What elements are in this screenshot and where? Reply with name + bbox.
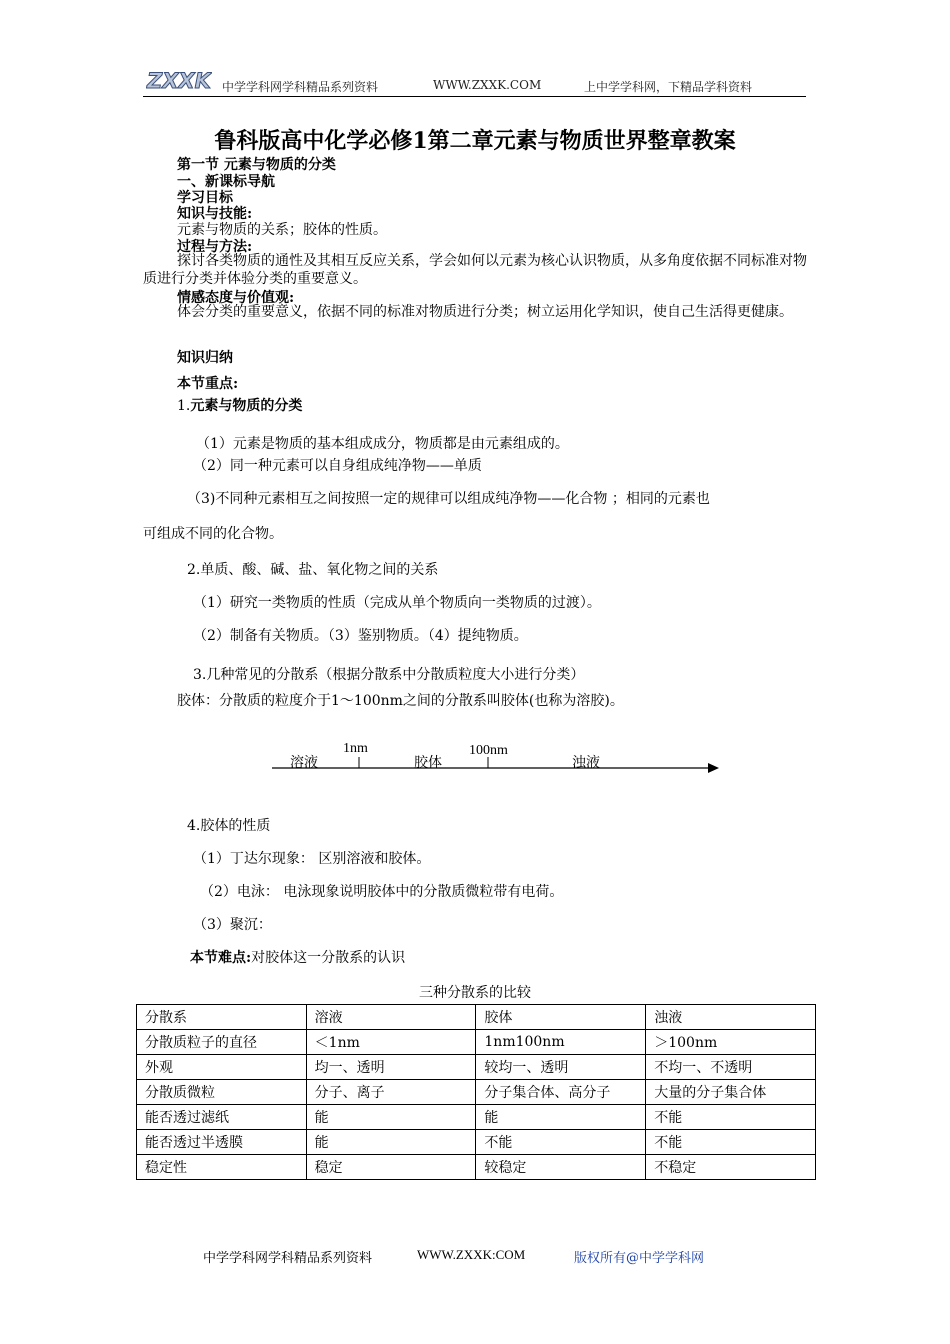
header-site-label: 中学学科网学科精品系列资料 — [222, 80, 379, 94]
section-heading: 第一节 元素与物质的分类 — [177, 157, 336, 173]
table-cell: 不能 — [646, 1105, 816, 1130]
point4-item-a: （1）丁达尔现象： 区别溶液和胶体。 — [193, 851, 431, 867]
table-caption: 三种分散系的比较 — [419, 985, 531, 1001]
difficulty-line — [190, 947, 405, 967]
goals-heading: 学习目标 — [177, 190, 233, 206]
table-cell: 不稳定 — [646, 1155, 816, 1180]
table-row — [137, 1130, 816, 1155]
axis-arrow-icon — [708, 763, 719, 773]
axis-label-suspension: 浊液 — [572, 755, 600, 771]
table-cell: 分散系 — [137, 1005, 307, 1030]
table-cell: 分子集合体、高分子 — [476, 1080, 646, 1105]
emotion-text: 体会分类的重要意义，依据不同的标准对物质进行分类；树立运用化学知识，使自己生活得更健康。 — [177, 304, 793, 320]
table-cell: 分散质粒子的直径 — [137, 1030, 307, 1055]
table-cell: 分子、离子 — [306, 1080, 476, 1105]
point1-title: 元素与物质的分类 — [190, 398, 303, 414]
header-url[interactable]: WWW.ZXXK.COM — [433, 78, 542, 92]
table-cell: 较均一、透明 — [476, 1055, 646, 1080]
table-cell: 浊液 — [646, 1005, 816, 1030]
footer-url[interactable]: WWW.ZXXK:COM — [417, 1247, 526, 1262]
point1-item-b: （2）同一种元素可以自身组成纯净物——单质 — [193, 458, 482, 474]
logo-text: ZXXK — [147, 69, 211, 92]
axis-label-colloid: 胶体 — [414, 755, 442, 771]
point2-item-a: （1）研究一类物质的性质（完成从单个物质向一类物质的过渡）。 — [193, 595, 601, 611]
table-cell: 不均一、不透明 — [646, 1055, 816, 1080]
table-cell: ＜1nm — [306, 1030, 476, 1055]
table-row — [137, 1080, 816, 1105]
footer-copyright[interactable]: 版权所有@中学学科网 — [574, 1251, 705, 1266]
point4-item-c: （3）聚沉： — [193, 917, 272, 933]
knowledge-text: 元素与物质的关系；胶体的性质。 — [177, 222, 387, 238]
difficulty-text: 对胶体这一分散系的认识 — [251, 950, 406, 966]
table-cell: 能否透过半透膜 — [137, 1130, 307, 1155]
point4-heading: 4.胶体的性质 — [187, 818, 271, 834]
table-cell: 稳定性 — [137, 1155, 307, 1180]
point1-item-c-line2: 可组成不同的化合物。 — [143, 526, 283, 542]
summary-heading: 知识归纳 — [177, 350, 233, 366]
emotion-heading: 情感态度与价值观: — [177, 290, 295, 306]
point2-heading: 2.单质、酸、碱、盐、氧化物之间的关系 — [187, 562, 439, 578]
point1-item-c-line1: （3)不同种元素相互之间按照一定的规律可以组成纯净物——化合物 ；相同的元素也 — [187, 491, 710, 507]
zxxk-logo — [146, 68, 212, 92]
point1-number: 1. — [177, 398, 191, 414]
point1-heading — [177, 395, 302, 415]
table-cell: 胶体 — [476, 1005, 646, 1030]
table-cell: 溶液 — [306, 1005, 476, 1030]
table-cell: 能否透过滤纸 — [137, 1105, 307, 1130]
table-row — [137, 1105, 816, 1130]
subsection-heading: 一、新课标导航 — [177, 174, 275, 190]
footer-site-label: 中学学科网学科精品系列资料 — [203, 1251, 373, 1266]
table-cell: 能 — [476, 1105, 646, 1130]
difficulty-label: 本节难点: — [190, 950, 252, 966]
process-text: 探讨各类物质的通性及其相互反应关系，学会如何以元素为核心认识物质，从多角度依据不同标准对物质进行分类并体验分类的重要意义。 — [143, 253, 807, 287]
table-cell: 外观 — [137, 1055, 307, 1080]
table-cell: ＞100nm — [646, 1030, 816, 1055]
table-cell: 分散质微粒 — [137, 1080, 307, 1105]
point3-heading: 3.几种常见的分散系（根据分散系中分散质粒度大小进行分类） — [193, 667, 585, 683]
table-row — [137, 1030, 816, 1055]
table-row — [137, 1055, 816, 1080]
table-cell: 1nm100nm — [476, 1030, 646, 1055]
table-row — [137, 1155, 816, 1180]
table-cell: 不能 — [646, 1130, 816, 1155]
axis-tick-label-100nm: 100nm — [469, 743, 508, 758]
axis-tick-label-1nm: 1nm — [343, 741, 368, 756]
key-points-heading: 本节重点: — [177, 376, 239, 392]
point2-item-b: （2）制备有关物质。（3）鉴别物质。（4）提纯物质。 — [193, 628, 528, 644]
point4-item-b: （2）电泳： 电泳现象说明胶体中的分散质微粒带有电荷。 — [200, 884, 564, 900]
header-slogan: 上中学学科网，下精品学科资料 — [584, 80, 753, 94]
table-cell: 较稳定 — [476, 1155, 646, 1180]
table-cell: 稳定 — [306, 1155, 476, 1180]
dispersion-comparison-table — [136, 1004, 816, 1180]
point1-item-a: （1）元素是物质的基本组成成分，物质都是由元素组成的。 — [196, 436, 569, 452]
table-cell: 能 — [306, 1130, 476, 1155]
process-heading: 过程与方法: — [177, 239, 253, 255]
table-cell: 能 — [306, 1105, 476, 1130]
axis-label-solution: 溶液 — [290, 755, 318, 771]
colloid-definition: 胶体：分散质的粒度介于1～100nm之间的分散系叫胶体(也称为溶胶)。 — [177, 693, 624, 709]
table-cell: 不能 — [476, 1130, 646, 1155]
knowledge-heading: 知识与技能: — [177, 206, 253, 222]
table-cell: 大量的分子集合体 — [646, 1080, 816, 1105]
page-title: 鲁科版高中化学必修1第二章元素与物质世界整章教案 — [214, 128, 736, 154]
table-cell: 均一、透明 — [306, 1055, 476, 1080]
table-row — [137, 1005, 816, 1030]
header-divider — [143, 96, 806, 97]
